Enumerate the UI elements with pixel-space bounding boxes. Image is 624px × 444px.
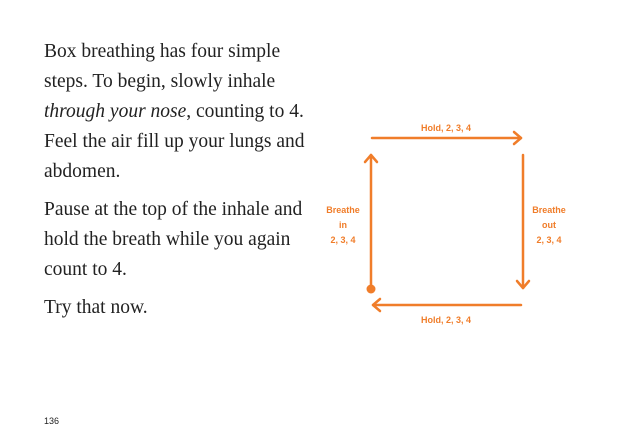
start-dot (367, 285, 376, 294)
top-label: Hold, 2, 3, 4 (420, 123, 472, 133)
page-number: 136 (44, 416, 60, 426)
paragraph-try: Try that now. (44, 297, 148, 318)
paragraph-hold: Pause at the top of the inhale and hold the breath while you again count to 4. (44, 199, 303, 280)
right-label-line-3: 2, 3, 4 (536, 235, 562, 245)
left-label-line-1: Breathe (326, 205, 360, 215)
paragraph-inhale-start: Box breathing has four simple steps. To begin, slowly inhale (44, 41, 281, 92)
paragraph-inhale-end: , counting to 4. Feel the air fill up your lungs and abdomen. (44, 101, 305, 182)
left-label-line-2: in (339, 220, 347, 230)
right-label-line-2: out (542, 220, 556, 230)
paragraph-inhale-emphasis: through your nose (44, 101, 187, 122)
right-label-line-1: Breathe (532, 205, 566, 215)
left-label-line-3: 2, 3, 4 (330, 235, 356, 245)
bottom-label: Hold, 2, 3, 4 (420, 315, 472, 325)
